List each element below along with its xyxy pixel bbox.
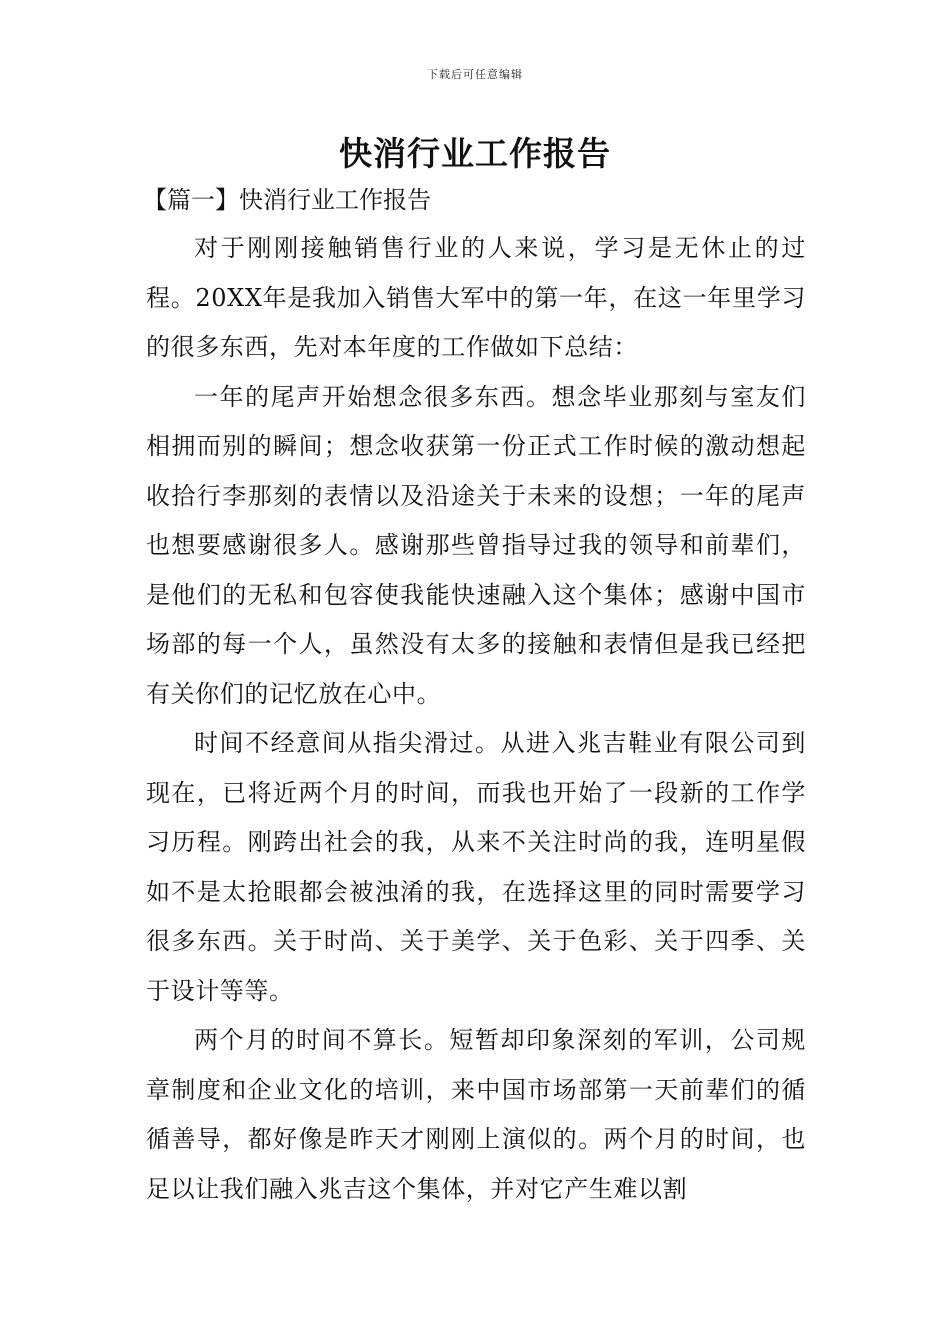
document-body <box>146 224 806 1214</box>
header-note: 下载后可任意编辑 <box>427 68 523 81</box>
paragraph-4: 两个月的时间不算长。短暂却印象深刻的军训，公司规章制度和企业文化的培训，来中国市场部第一天前辈们的循循善导，都好像是昨天才刚刚上演似的。两个月的时间，也足以让我们融入兆吉这个集体，并对它产生难以割 <box>146 1026 806 1203</box>
paragraph-1: 对于刚刚接触销售行业的人来说，学习是无休止的过程。20XX年是我加入销售大军中的第一年，在这一年里学习的很多东西，先对本年度的工作做如下总结： <box>146 234 806 361</box>
document-title: 快消行业工作报告 <box>339 134 611 173</box>
paragraph-3: 时间不经意间从指尖滑过。从进入兆吉鞋业有限公司到现在，已将近两个月的时间，而我也开始了一段新的工作学习历程。刚跨出社会的我，从来不关注时尚的我，连明星假如不是太抢眼都会被浊淆的我，在选择这里的同时需要学习很多东西。关于时尚、关于美学、关于色彩、关于四季、关于设计等等。 <box>146 729 806 1005</box>
section-heading: 【篇一】快消行业工作报告 <box>143 186 431 214</box>
paragraph-2: 一年的尾声开始想念很多东西。想念毕业那刻与室友们相拥而别的瞬间；想念收获第一份正式工作时候的激动想起收拾行李那刻的表情以及沿途关于未来的设想；一年的尾声也想要感谢很多人。感谢那些曾指导过我的领导和前辈们，是他们的无私和包容使我能快速融入这个集体；感谢中国市场部的每一个人，虽然没有太多的接触和表情但是我已经把有关你们的记忆放在心中。 <box>146 382 806 708</box>
